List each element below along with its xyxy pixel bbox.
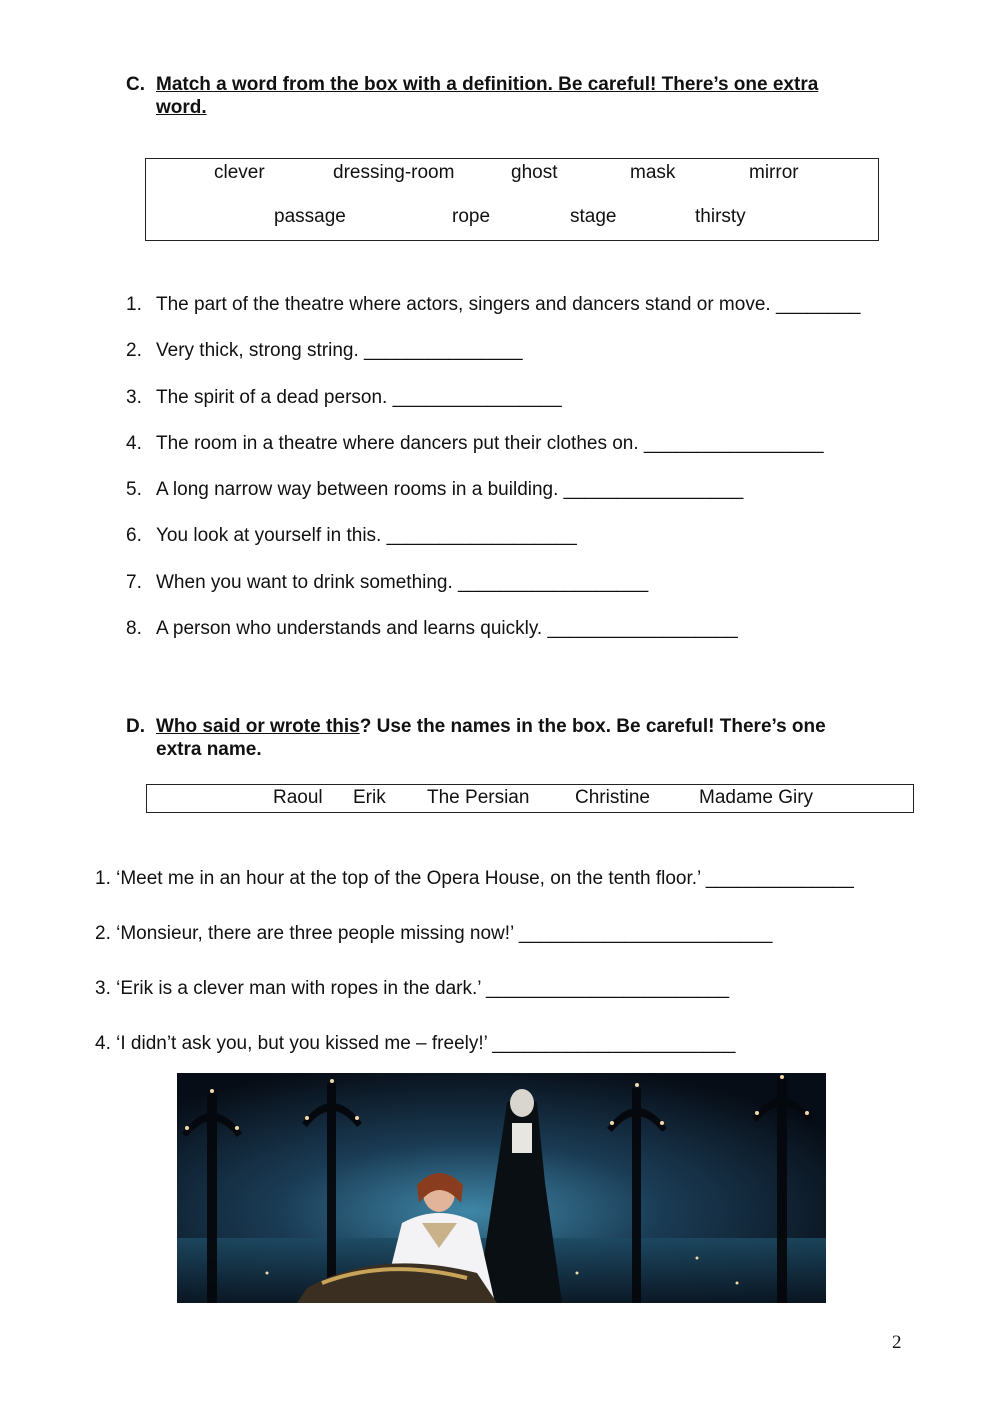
- word-box-item: mirror: [749, 162, 799, 183]
- word-box-item: passage: [274, 206, 346, 227]
- page-number: 2: [892, 1332, 902, 1353]
- word-box-item: thirsty: [695, 206, 746, 227]
- phantom-opera-photo: [177, 1073, 826, 1303]
- word-box-item: clever: [214, 162, 265, 183]
- section-c-letter: C.: [126, 74, 145, 95]
- section-d-title-rest: ? Use the names in the box. Be careful! There’s one: [359, 716, 826, 737]
- word-box-item: mask: [630, 162, 676, 183]
- names-box-item: Erik: [353, 787, 386, 808]
- names-box-item: Raoul: [273, 787, 323, 808]
- names-box-item: Madame Giry: [699, 787, 814, 808]
- quote-item: 4. ‘I didn’t ask you, but you kissed me – freely!’ _______________________: [95, 1033, 736, 1054]
- names-box-item: Christine: [575, 787, 650, 808]
- names-box: [146, 784, 914, 813]
- word-box-item: stage: [570, 206, 617, 227]
- section-c-title-line2: word.: [156, 97, 207, 118]
- section-d-title-line2: extra name.: [156, 739, 262, 760]
- word-box-item: ghost: [511, 162, 558, 183]
- names-box-item: The Persian: [427, 787, 530, 808]
- section-d-title-underlined: Who said or wrote this: [156, 716, 360, 737]
- phantom-opera-scene: [177, 1073, 826, 1303]
- quote-item: 3. ‘Erik is a clever man with ropes in the dark.’ _______________________: [95, 978, 730, 999]
- section-c-heading: [126, 73, 886, 123]
- quote-item: 1. ‘Meet me in an hour at the top of the Opera House, on the tenth floor.’ ______________: [95, 868, 854, 889]
- section-d-letter: D.: [126, 716, 145, 737]
- word-box: [145, 158, 879, 241]
- section-c-title-line1: Match a word from the box with a definition. Be careful! There’s one extra: [156, 74, 819, 95]
- word-box-item: rope: [452, 206, 491, 227]
- section-d-heading: [126, 715, 886, 765]
- word-box-item: dressing-room: [333, 162, 455, 183]
- quote-item: 2. ‘Monsieur, there are three people missing now!’ ________________________: [95, 923, 773, 944]
